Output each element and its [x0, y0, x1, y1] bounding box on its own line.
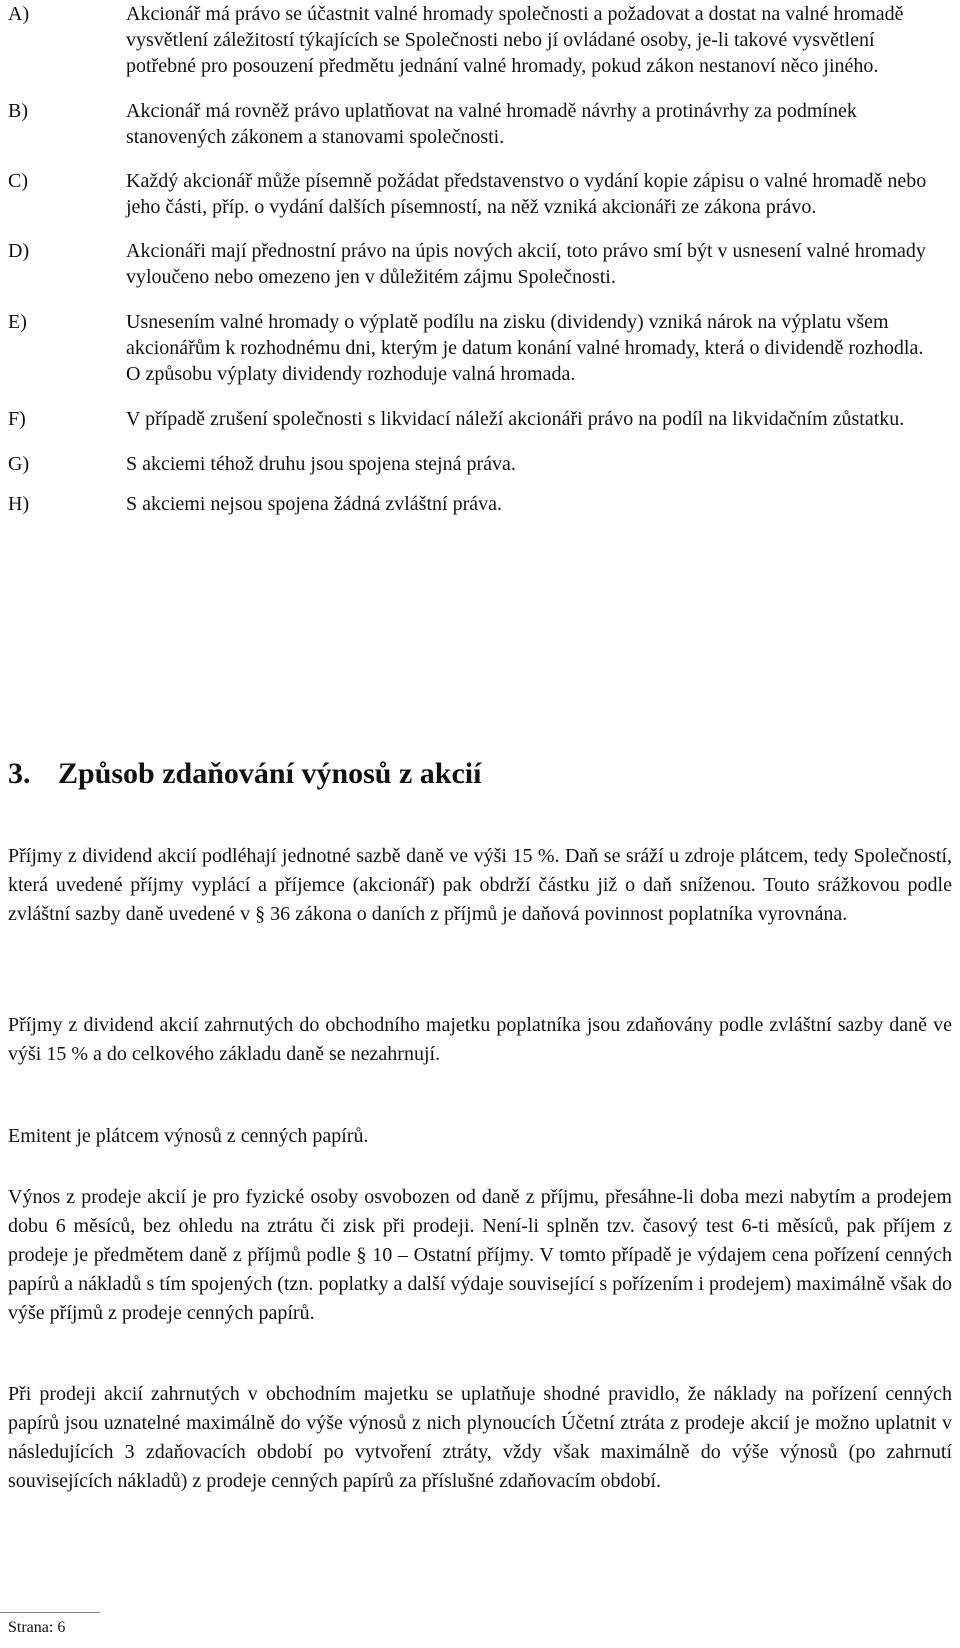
list-item-text: Akcionář má právo se účastnit valné hromady společnosti a požadovat a dostat na valné hromadě vysvětlení záležitostí týkajících se Společnosti nebo jí ovládané osoby, je-li takové vysvětlení potřebné pro posouzení předmětu jednání valné hromady, pokud zákon nestanoví něco jiného. — [126, 3, 904, 77]
list-item — [8, 406, 938, 432]
list-item — [8, 309, 938, 387]
page-number: Strana: 6 — [8, 1619, 66, 1636]
section-number: 3. — [8, 757, 31, 790]
list-item-letter: D) — [8, 240, 30, 262]
paragraph-business-assets: Příjmy z dividend akcií zahrnutých do obchodního majetku poplatníka jsou zdaňovány podle zvláštní sazby daně ve výši 15 % a do celkového základu daně se nezahrnují. — [8, 1014, 952, 1065]
list-item-text: Každý akcionář může písemně požádat představenstvo o vydání kopie zápisu o valné hromadě nebo jeho části, příp. o vydání dalších písemností, na něž vzniká akcionáři ze zákona právo. — [126, 170, 927, 218]
list-item — [8, 238, 938, 290]
list-item-text: Akcionář má rovněž právo uplatňovat na valné hromadě návrhy a protinávrhy za podmínek stanovených zákonem a stanovami společnosti. — [126, 100, 857, 148]
list-item-letter: G) — [8, 453, 30, 475]
rights-list — [8, 0, 938, 517]
list-item-text: S akciemi téhož druhu jsou spojena stejná práva. — [126, 453, 516, 475]
list-item-letter: B) — [8, 100, 28, 122]
list-item-text: Akcionáři mají přednostní právo na úpis nových akcií, toto právo smí být v usnesení valné hromady vyloučeno nebo omezeno jen v důležitém zájmu Společnosti. — [126, 240, 926, 288]
list-item-letter: E) — [8, 311, 27, 333]
paragraph-sale-business: Při prodeji akcií zahrnutých v obchodním majetku se uplatňuje shodné pravidlo, že náklady na pořízení cenných papírů jsou uznatelné maximálně do výše výnosů z nich plynoucích Účetní ztráta z prodeje akcií je možno uplatnit v následujících 3 zdaňovacích období po vytvoření ztráty, vždy však maximálně do výše výnosů (po zahrnutí souvisejících nákladů) z prodeje cenných papírů za příslušné zdaňovacím období. — [8, 1383, 952, 1492]
list-item-text: V případě zrušení společnosti s likvidací náleží akcionáři právo na podíl na likvidačním zůstatku. — [126, 408, 905, 430]
list-item-letter: H) — [8, 493, 30, 515]
list-item-text: S akciemi nejsou spojena žádná zvláštní práva. — [126, 493, 502, 515]
list-item — [8, 98, 938, 150]
paragraph-dividend-tax: Příjmy z dividend akcií podléhají jednotné sazbě daně ve výši 15 %. Daň se sráží u zdroje plátcem, tedy Společností, která uvedené příjmy vyplácí a příjemce (akcionář) pak obdrží částku již o daň sníženou. Touto srážkovou podle zvláštní sazby daně uvedené v § 36 zákona o daních z příjmů je daňová povinnost poplatníka vyrovnána. — [8, 845, 952, 925]
paragraph-sale-income: Výnos z prodeje akcií je pro fyzické osoby osvobozen od daně z příjmu, přesáhne-li doba mezi nabytím a prodejem dobu 6 měsíců, bez ohledu na ztrátu či zisk při prodeji. Není-li splněn tzv. časový test 6-ti měsíců, pak příjem z prodeje je předmětem daně z příjmů podle § 10 – Ostatní příjmy. V tomto případě je výdajem cena pořízení cenných papírů a nákladů s tím spojených (tzn. poplatky a další výdaje související s pořízením i prodejem) maximálně však do výše příjmů z prodeje cenných papírů. — [8, 1186, 952, 1324]
list-item-letter: F) — [8, 408, 26, 430]
list-item — [8, 1, 938, 79]
paragraph-issuer: Emitent je plátcem výnosů z cenných papírů. — [8, 1125, 369, 1147]
list-item-letter: A) — [8, 3, 30, 25]
footer-divider — [0, 1612, 100, 1613]
list-item-letter: C) — [8, 170, 28, 192]
section-title: Způsob zdaňování výnosů z akcií — [58, 757, 482, 790]
list-item — [8, 491, 938, 517]
list-item-text: Usnesením valné hromady o výplatě podílu na zisku (dividendy) vzniká nárok na výplatu všem akcionářům k rozhodnému dni, kterým je datum konání valné hromady, která o dividendě rozhodla. O způsobu výplaty dividendy rozhoduje valná hromada. — [126, 311, 924, 385]
section-heading — [8, 756, 481, 792]
list-item — [8, 451, 938, 477]
list-item — [8, 168, 938, 220]
